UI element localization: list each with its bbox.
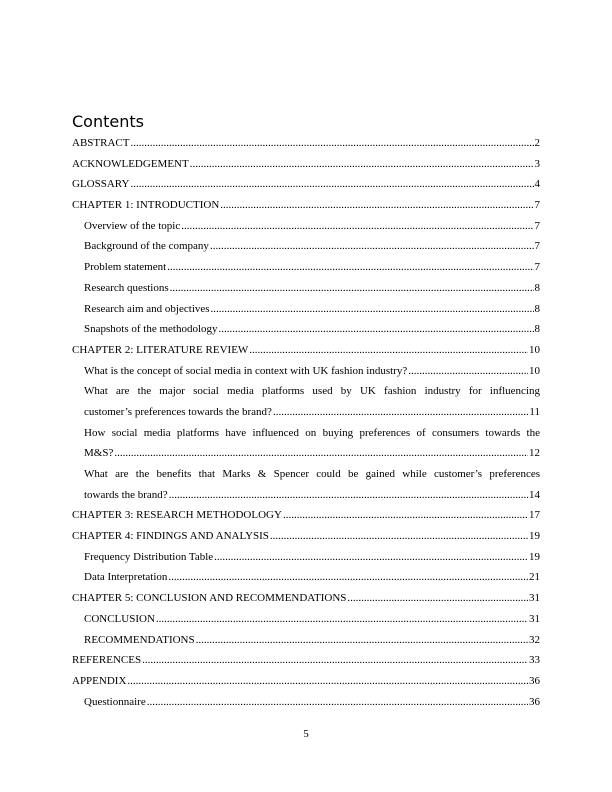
- toc-page-number: 8: [534, 323, 540, 336]
- toc-entry-label: GLOSSARY: [72, 178, 130, 191]
- dot-leader: [283, 505, 528, 526]
- dot-leader: [156, 609, 528, 630]
- toc-entry-label: CHAPTER 5: CONCLUSION AND RECOMMENDATIONS: [72, 592, 347, 605]
- toc-entry-label-line1: How social media platforms have influenced on buying preferences of consumers towards the: [84, 426, 540, 439]
- toc-page-number: 19: [529, 550, 540, 563]
- toc-entry-label: Research aim and objectives: [84, 302, 210, 315]
- toc-entry-label: Snapshots of the methodology: [84, 323, 218, 336]
- toc-entry-questionnaire[interactable]: [72, 692, 540, 713]
- toc-entry-research-questions[interactable]: [72, 278, 540, 299]
- dot-leader: [196, 630, 528, 651]
- toc-entry-label-line1: What are the major social media platforms used by UK fashion industry for influencing: [84, 385, 540, 398]
- toc-page-number: 12: [529, 447, 540, 460]
- page-number: 5: [303, 728, 309, 740]
- toc-page-number: 3: [534, 157, 540, 170]
- toc-entry-label: RECOMMENDATIONS: [84, 633, 195, 646]
- toc-entry-label: Questionnaire: [84, 695, 146, 708]
- toc-entry-appendix[interactable]: [72, 671, 540, 692]
- table-of-contents: [72, 133, 540, 712]
- toc-page-number: 8: [534, 281, 540, 294]
- toc-entry-research-aim[interactable]: [72, 299, 540, 320]
- toc-entry-data-interpretation[interactable]: [72, 567, 540, 588]
- toc-page-number: 10: [529, 364, 540, 377]
- toc-entry-label: ABSTRACT: [72, 137, 130, 149]
- dot-leader: [273, 402, 528, 423]
- toc-entry-benefits[interactable]: [72, 464, 540, 505]
- toc-entry-overview[interactable]: [72, 216, 540, 237]
- dot-leader: [220, 195, 533, 216]
- toc-entry-label: Data Interpretation: [84, 571, 168, 584]
- dot-leader: [219, 319, 534, 340]
- toc-page-number: 32: [529, 633, 540, 646]
- toc-entry-buying-preferences[interactable]: [72, 423, 540, 464]
- toc-page-number: 10: [529, 343, 540, 356]
- toc-page-number: 8: [534, 302, 540, 315]
- toc-entry-label: REFERENCES: [72, 654, 142, 667]
- toc-entry-label-line2: towards the brand?: [84, 488, 168, 501]
- toc-page-number: 7: [534, 219, 540, 232]
- toc-entry-chapter-1[interactable]: [72, 195, 540, 216]
- toc-entry-label: CONCLUSION: [84, 612, 155, 625]
- toc-entry-recommendations[interactable]: [72, 630, 540, 651]
- toc-entry-label: Frequency Distribution Table: [84, 550, 214, 563]
- toc-page-number: 7: [534, 240, 540, 253]
- dot-leader: [270, 526, 528, 547]
- toc-entry-references[interactable]: [72, 650, 540, 671]
- page-title: Contents: [72, 112, 144, 131]
- toc-entry-social-media-concept[interactable]: [72, 361, 540, 382]
- toc-page-number: 7: [534, 261, 540, 274]
- toc-page-number: 19: [529, 530, 540, 543]
- dot-leader: [347, 588, 528, 609]
- toc-entry-major-platforms[interactable]: [72, 381, 540, 422]
- toc-page-number: 4: [534, 178, 540, 191]
- toc-entry-label: ACKNOWLEDGEMENT: [72, 157, 189, 170]
- dot-leader: [249, 340, 528, 361]
- toc-page-number: 31: [529, 612, 540, 625]
- toc-entry-frequency-table[interactable]: [72, 547, 540, 568]
- toc-entry-label: APPENDIX: [72, 674, 127, 687]
- dot-leader: [210, 236, 534, 257]
- dot-leader: [169, 485, 528, 506]
- toc-entry-label: Research questions: [84, 281, 169, 294]
- dot-leader: [114, 443, 528, 464]
- dot-leader: [130, 133, 533, 154]
- toc-entry-label-line1: What are the benefits that Marks & Spencer could be gained while customer’s preferences: [84, 468, 540, 480]
- toc-page-number: 36: [529, 674, 540, 687]
- toc-entry-label: CHAPTER 2: LITERATURE REVIEW: [72, 343, 249, 356]
- dot-leader: [168, 567, 528, 588]
- toc-entry-label: Background of the company: [84, 240, 209, 253]
- toc-entry-label: Problem statement: [84, 261, 167, 274]
- toc-entry-abstract[interactable]: [72, 133, 540, 154]
- dot-leader: [167, 257, 533, 278]
- toc-page-number: 14: [529, 488, 540, 501]
- toc-entry-conclusion[interactable]: [72, 609, 540, 630]
- toc-entry-label-line2: M&S?: [84, 447, 114, 460]
- toc-page-number: 11: [529, 405, 540, 418]
- dot-leader: [142, 650, 528, 671]
- toc-entry-label: CHAPTER 4: FINDINGS AND ANALYSIS: [72, 530, 269, 543]
- toc-entry-label: Overview of the topic: [84, 219, 181, 232]
- toc-entry-acknowledgement[interactable]: [72, 154, 540, 175]
- toc-page-number: 33: [529, 654, 540, 667]
- toc-entry-chapter-2[interactable]: [72, 340, 540, 361]
- toc-entry-glossary[interactable]: [72, 174, 540, 195]
- dot-leader: [211, 299, 534, 320]
- toc-entry-chapter-5[interactable]: [72, 588, 540, 609]
- dot-leader: [147, 692, 528, 713]
- dot-leader: [127, 671, 528, 692]
- toc-entry-chapter-3[interactable]: [72, 505, 540, 526]
- toc-entry-label: What is the concept of social media in context with UK fashion industry?: [84, 364, 408, 377]
- toc-page-number: 21: [529, 571, 540, 584]
- toc-entry-methodology-snapshots[interactable]: [72, 319, 540, 340]
- toc-page-number: 31: [529, 592, 540, 605]
- toc-page-number: 36: [529, 695, 540, 708]
- dot-leader: [170, 278, 534, 299]
- toc-entry-problem-statement[interactable]: [72, 257, 540, 278]
- toc-entry-chapter-4[interactable]: [72, 526, 540, 547]
- toc-entry-label-line2: customer’s preferences towards the brand?: [84, 405, 272, 418]
- dot-leader: [190, 154, 534, 175]
- toc-entry-background[interactable]: [72, 236, 540, 257]
- dot-leader: [181, 216, 533, 237]
- dot-leader: [130, 174, 533, 195]
- dot-leader: [408, 361, 528, 382]
- toc-page-number: 2: [534, 137, 540, 149]
- dot-leader: [214, 547, 528, 568]
- toc-entry-label: CHAPTER 3: RESEARCH METHODOLOGY: [72, 509, 282, 522]
- toc-page-number: 7: [534, 199, 540, 212]
- toc-page-number: 17: [529, 509, 540, 522]
- toc-entry-label: CHAPTER 1: INTRODUCTION: [72, 199, 220, 212]
